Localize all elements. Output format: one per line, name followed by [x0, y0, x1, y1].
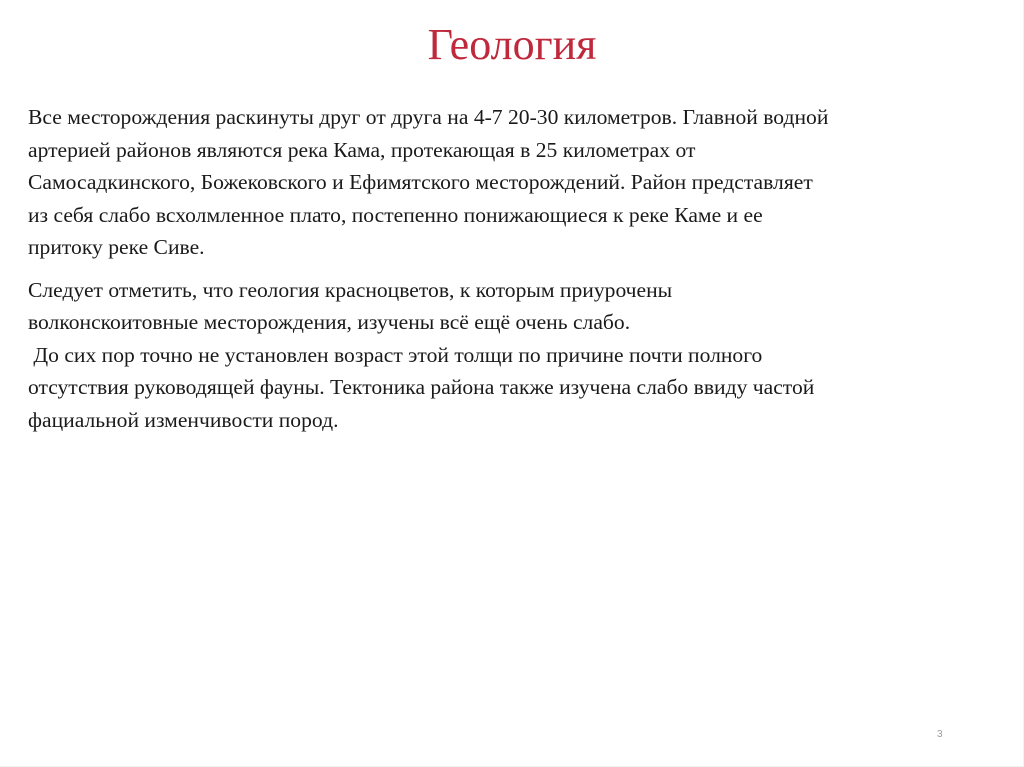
text-line: отсутствия руководящей фауны. Тектоника района также изучена слабо ввиду частой — [28, 375, 815, 399]
text-line: фациальной изменчивости пород. — [28, 407, 339, 432]
text-line: из себя слабо всхолмленное плато, постепенно понижающиеся к реке Каме и ее — [28, 202, 763, 227]
text-line: волконскоитовные месторождения, изучены всё ещё очень слабо. — [28, 310, 631, 334]
paragraph-deposits — [28, 101, 1003, 264]
slide-title: Геология — [427, 20, 597, 69]
text-line: Все месторождения раскинуты друг от друга на 4-7 20-30 километров. Главной водной — [28, 105, 829, 129]
page-number: 3 — [937, 729, 943, 740]
text-line: До сих пор точно не установлен возраст этой толщи по причине почти полного — [28, 342, 763, 367]
slide-body — [28, 101, 1003, 446]
paragraph-geology — [28, 274, 1003, 437]
text-line: Следует отметить, что геология красноцветов, к которым приурочены — [28, 277, 673, 302]
text-line: Самосадкинского, Божековского и Ефимятского месторождений. Район представляет — [28, 170, 813, 194]
text-line: притоку реке Сиве. — [28, 235, 205, 259]
text-line: артерией районов являются река Кама, протекающая в 25 километрах от — [28, 137, 696, 162]
